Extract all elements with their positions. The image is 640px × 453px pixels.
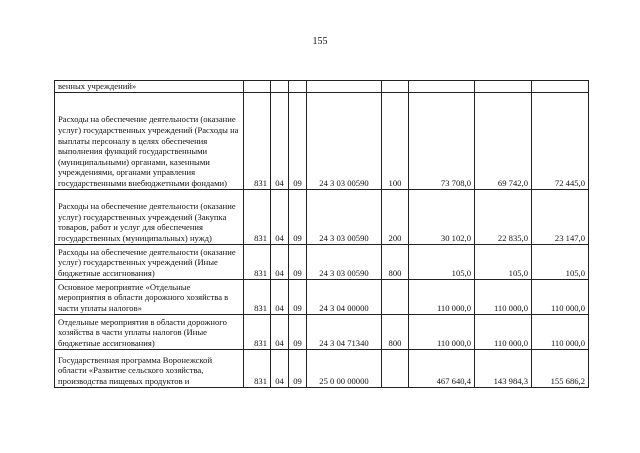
row-target-article-code: 24 3 03 00590 xyxy=(307,244,382,279)
row-target-article-code: 24 3 04 00000 xyxy=(307,279,382,314)
table-row xyxy=(55,314,589,349)
budget-table-body xyxy=(55,81,589,388)
row-amount-year-2: 110 000,0 xyxy=(475,279,532,314)
row-amount-year-2: 105,0 xyxy=(475,244,532,279)
row-subsection-code: 09 xyxy=(289,244,307,279)
row-amount-year-2: 143 984,3 xyxy=(475,349,532,387)
row-target-article-code: 24 3 03 00590 xyxy=(307,189,382,244)
row-ministry-code: 831 xyxy=(244,244,271,279)
row-amount-year-3: 23 147,0 xyxy=(532,189,589,244)
row-amount-year-1: 110 000,0 xyxy=(409,314,475,349)
row-ministry-code: 831 xyxy=(244,92,271,189)
row-amount-year-1: 467 640,4 xyxy=(409,349,475,387)
row-amount-year-2: 22 835,0 xyxy=(475,189,532,244)
row-amount-year-2 xyxy=(475,81,532,93)
row-ministry-code: 831 xyxy=(244,349,271,387)
row-section-code: 04 xyxy=(271,349,289,387)
row-target-article-code: 24 3 03 00590 xyxy=(307,92,382,189)
row-section-code: 04 xyxy=(271,244,289,279)
row-section-code: 04 xyxy=(271,92,289,189)
row-subsection-code: 09 xyxy=(289,314,307,349)
row-expense-type-code: 200 xyxy=(382,189,409,244)
row-subsection-code: 09 xyxy=(289,279,307,314)
row-section-code: 04 xyxy=(271,279,289,314)
row-amount-year-1 xyxy=(409,81,475,93)
table-row xyxy=(55,189,589,244)
row-name: Отдельные мероприятия в области дорожного хозяйства в части уплаты налогов (Иные бюджетные ассигнования) xyxy=(55,314,244,349)
row-name: Расходы на обеспечение деятельности (оказание услуг) государственных учреждений (Закупка товаров, работ и услуг для обеспечения государственных (муниципальных) нужд) xyxy=(55,189,244,244)
row-expense-type-code xyxy=(382,81,409,93)
row-section-code: 04 xyxy=(271,314,289,349)
row-amount-year-3: 110 000,0 xyxy=(532,314,589,349)
row-expense-type-code: 100 xyxy=(382,92,409,189)
row-amount-year-3: 155 686,2 xyxy=(532,349,589,387)
row-target-article-code: 25 0 00 00000 xyxy=(307,349,382,387)
row-amount-year-3 xyxy=(532,81,589,93)
row-expense-type-code xyxy=(382,279,409,314)
row-ministry-code: 831 xyxy=(244,314,271,349)
row-subsection-code xyxy=(289,81,307,93)
table-row xyxy=(55,92,589,189)
row-amount-year-3: 110 000,0 xyxy=(532,279,589,314)
row-name: Расходы на обеспечение деятельности (оказание услуг) государственных учреждений (Расходы на выплаты персоналу в целях обеспечения выполнения функций государственными (муниципальными) органами, казенными учреждениями, органами управления государственными внебюджетными фондами) xyxy=(55,92,244,189)
row-subsection-code: 09 xyxy=(289,189,307,244)
row-amount-year-1: 73 708,0 xyxy=(409,92,475,189)
row-target-article-code: 24 3 04 71340 xyxy=(307,314,382,349)
row-section-code xyxy=(271,81,289,93)
row-name: венных учреждений» xyxy=(55,81,244,93)
page-number: 155 xyxy=(312,36,328,47)
row-expense-type-code: 800 xyxy=(382,314,409,349)
row-amount-year-1: 110 000,0 xyxy=(409,279,475,314)
row-name: Основное мероприятие «Отдельные мероприятия в области дорожного хозяйства в части уплаты налогов» xyxy=(55,279,244,314)
row-amount-year-3: 105,0 xyxy=(532,244,589,279)
row-amount-year-2: 110 000,0 xyxy=(475,314,532,349)
row-amount-year-3: 72 445,0 xyxy=(532,92,589,189)
row-target-article-code xyxy=(307,81,382,93)
row-ministry-code: 831 xyxy=(244,279,271,314)
row-amount-year-1: 105,0 xyxy=(409,244,475,279)
table-row xyxy=(55,81,589,93)
row-expense-type-code: 800 xyxy=(382,244,409,279)
table-row xyxy=(55,244,589,279)
row-subsection-code: 09 xyxy=(289,349,307,387)
table-row xyxy=(55,279,589,314)
row-ministry-code: 831 xyxy=(244,189,271,244)
row-name: Государственная программа Воронежской области «Развитие сельского хозяйства, производства пищевых продуктов и xyxy=(55,349,244,387)
row-section-code: 04 xyxy=(271,189,289,244)
row-ministry-code xyxy=(244,81,271,93)
row-expense-type-code xyxy=(382,349,409,387)
budget-table xyxy=(54,80,589,388)
table-row xyxy=(55,349,589,387)
row-amount-year-2: 69 742,0 xyxy=(475,92,532,189)
row-subsection-code: 09 xyxy=(289,92,307,189)
row-amount-year-1: 30 102,0 xyxy=(409,189,475,244)
row-name: Расходы на обеспечение деятельности (оказание услуг) государственных учреждений (Иные бюджетные ассигнования) xyxy=(55,244,244,279)
